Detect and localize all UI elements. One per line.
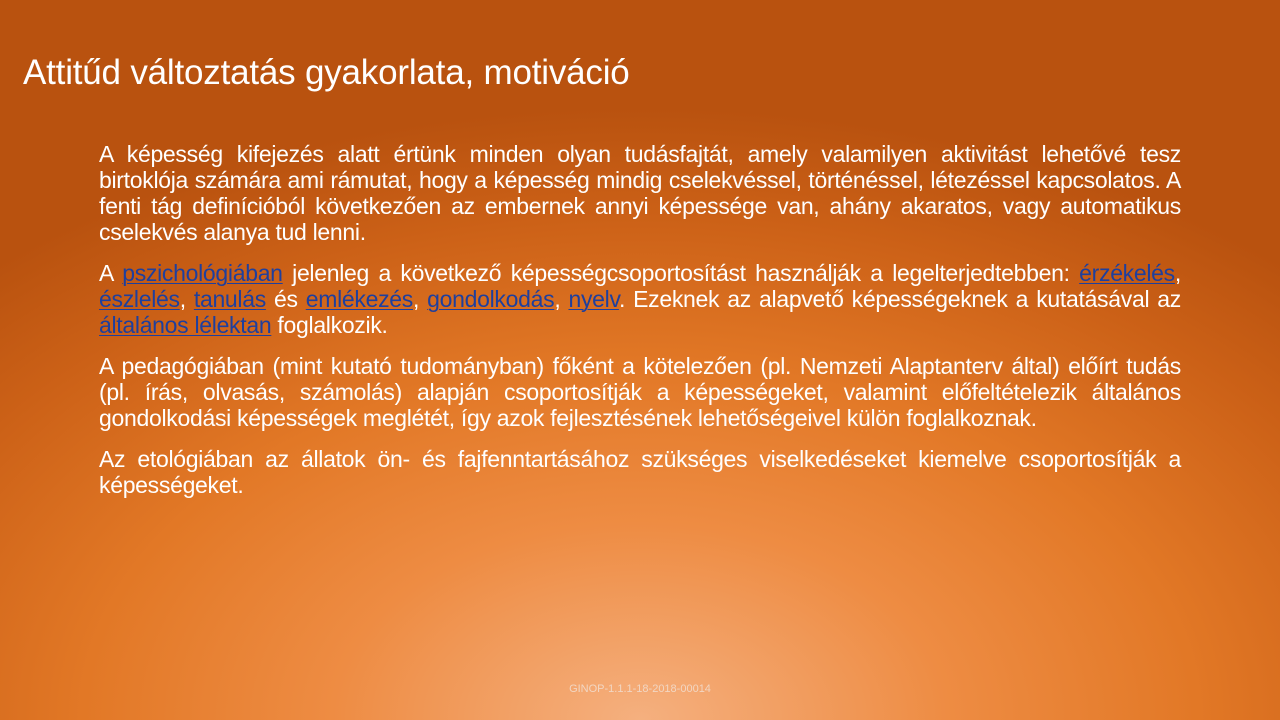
paragraph-etologia: Az etológiában az állatok ön- és fajfenntartásához szükséges viselkedéseket kiemelve csoportosítják a képességeket. [99, 446, 1181, 498]
link-emlekezes[interactable]: emlékezés [305, 286, 413, 312]
link-erzekeles[interactable]: érzékelés [1079, 260, 1175, 286]
paragraph-pedagogia: A pedagógiában (mint kutató tudományban) főként a kötelezően (pl. Nemzeti Alaptanterv által) előírt tudás (pl. írás, olvasás, számolás) alapján csoportosítják a képességeket, valamint előfeltételezik általános gondolkodási képességek meglétét, így azok fejlesztésének lehetőségeivel külön foglalkoznak. [99, 353, 1181, 431]
text-fragment: A [99, 260, 123, 286]
text-fragment: foglalkozik. [271, 312, 388, 338]
link-nyelv[interactable]: nyelv [568, 286, 619, 312]
paragraph-pszichologia [99, 260, 1181, 338]
separator: , [554, 286, 569, 312]
text-fragment: jelenleg a következő képességcsoportosítást használják a legelterjedtebben: [282, 260, 1080, 286]
link-eszleles[interactable]: észlelés [99, 286, 180, 312]
separator: , [179, 286, 194, 312]
footer-project-code: GINOP-1.1.1-18-2018-00014 [569, 683, 711, 695]
separator: , [413, 286, 428, 312]
separator: , [1174, 260, 1181, 286]
text-fragment: és [265, 286, 306, 312]
slide-title: Attitűd változtatás gyakorlata, motiváció [23, 53, 630, 92]
paragraph-kepesseg-definicio: A képesség kifejezés alatt értünk minden olyan tudásfajtát, amely valamilyen aktivitást lehetővé tesz birtoklója számára ami rámutat, hogy a képesség mindig cselekvéssel, történéssel, létezéssel kapcsolatos. A fenti tág definícióból következően az embernek annyi képessége van, ahány akaratos, vagy automatikus cselekvés alanya tud lenni. [99, 141, 1181, 245]
link-gondolkodas[interactable]: gondolkodás [427, 286, 555, 312]
link-tanulas[interactable]: tanulás [193, 286, 266, 312]
slide-body [99, 141, 1181, 513]
text-fragment: . Ezeknek az alapvető képességeknek a kutatásával az [618, 286, 1181, 312]
link-pszichologiaban[interactable]: pszichológiában [122, 260, 283, 286]
link-altalanos-lelektan[interactable]: általános lélektan [99, 312, 272, 338]
